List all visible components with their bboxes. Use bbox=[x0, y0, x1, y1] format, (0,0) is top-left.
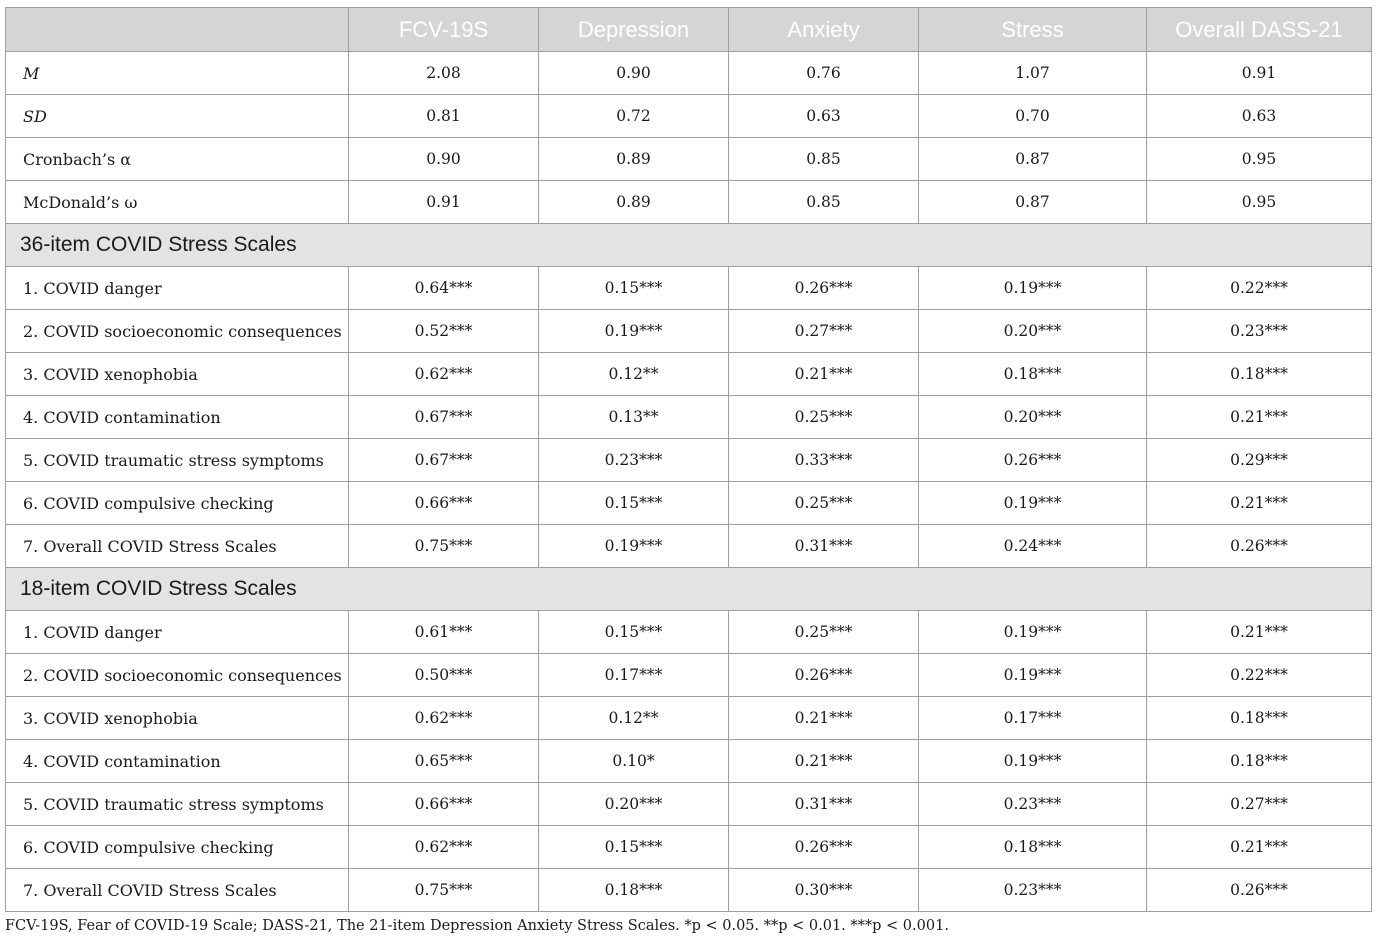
header-cell-anxiety: Anxiety bbox=[729, 8, 919, 52]
value-cell: 0.18*** bbox=[919, 353, 1147, 396]
table-row bbox=[6, 267, 1372, 310]
value-cell: 0.70 bbox=[919, 95, 1147, 138]
row-label: 3. COVID xenophobia bbox=[6, 697, 349, 740]
value-cell: 0.75*** bbox=[349, 869, 539, 912]
row-label: McDonald’s ω bbox=[6, 181, 349, 224]
value-cell: 0.19*** bbox=[919, 654, 1147, 697]
table-row bbox=[6, 783, 1372, 826]
value-cell: 0.21*** bbox=[729, 353, 919, 396]
value-cell: 0.62*** bbox=[349, 353, 539, 396]
value-cell: 0.20*** bbox=[919, 310, 1147, 353]
value-cell: 0.87 bbox=[919, 181, 1147, 224]
value-cell: 0.62*** bbox=[349, 826, 539, 869]
row-label: 5. COVID traumatic stress symptoms bbox=[6, 439, 349, 482]
value-cell: 0.29*** bbox=[1147, 439, 1372, 482]
table-row bbox=[6, 525, 1372, 568]
results-table-container bbox=[5, 7, 1371, 912]
value-cell: 0.27*** bbox=[1147, 783, 1372, 826]
row-label: 6. COVID compulsive checking bbox=[6, 826, 349, 869]
value-cell: 0.15*** bbox=[539, 611, 729, 654]
value-cell: 0.21*** bbox=[729, 697, 919, 740]
section-header-row bbox=[6, 568, 1372, 611]
table-row bbox=[6, 869, 1372, 912]
value-cell: 0.95 bbox=[1147, 181, 1372, 224]
section-title: 18-item COVID Stress Scales bbox=[6, 568, 1372, 611]
row-label: 6. COVID compulsive checking bbox=[6, 482, 349, 525]
header-cell-fcv19s: FCV-19S bbox=[349, 8, 539, 52]
value-cell: 0.20*** bbox=[539, 783, 729, 826]
value-cell: 0.30*** bbox=[729, 869, 919, 912]
value-cell: 0.91 bbox=[1147, 52, 1372, 95]
stats-row bbox=[6, 181, 1372, 224]
value-cell: 0.25*** bbox=[729, 611, 919, 654]
header-cell-depression: Depression bbox=[539, 8, 729, 52]
value-cell: 0.25*** bbox=[729, 396, 919, 439]
value-cell: 0.72 bbox=[539, 95, 729, 138]
value-cell: 0.26*** bbox=[1147, 869, 1372, 912]
header-row bbox=[6, 8, 1372, 52]
value-cell: 0.24*** bbox=[919, 525, 1147, 568]
value-cell: 0.26*** bbox=[729, 654, 919, 697]
value-cell: 0.85 bbox=[729, 181, 919, 224]
value-cell: 0.75*** bbox=[349, 525, 539, 568]
value-cell: 0.63 bbox=[1147, 95, 1372, 138]
value-cell: 0.50*** bbox=[349, 654, 539, 697]
value-cell: 0.23*** bbox=[1147, 310, 1372, 353]
value-cell: 0.21*** bbox=[729, 740, 919, 783]
stats-row bbox=[6, 52, 1372, 95]
value-cell: 0.62*** bbox=[349, 697, 539, 740]
value-cell: 0.17*** bbox=[539, 654, 729, 697]
value-cell: 0.18*** bbox=[919, 826, 1147, 869]
value-cell: 0.33*** bbox=[729, 439, 919, 482]
value-cell: 0.12** bbox=[539, 353, 729, 396]
stats-row bbox=[6, 95, 1372, 138]
value-cell: 0.76 bbox=[729, 52, 919, 95]
value-cell: 2.08 bbox=[349, 52, 539, 95]
value-cell: 0.66*** bbox=[349, 783, 539, 826]
table-row bbox=[6, 826, 1372, 869]
value-cell: 0.65*** bbox=[349, 740, 539, 783]
value-cell: 0.19*** bbox=[919, 611, 1147, 654]
value-cell: 0.19*** bbox=[539, 310, 729, 353]
row-label: 4. COVID contamination bbox=[6, 740, 349, 783]
header-cell-overall-dass21: Overall DASS-21 bbox=[1147, 8, 1372, 52]
value-cell: 1.07 bbox=[919, 52, 1147, 95]
value-cell: 0.63 bbox=[729, 95, 919, 138]
table-row bbox=[6, 310, 1372, 353]
table-row bbox=[6, 740, 1372, 783]
row-label: SD bbox=[6, 95, 349, 138]
table-body bbox=[6, 52, 1372, 912]
table-row bbox=[6, 439, 1372, 482]
value-cell: 0.15*** bbox=[539, 482, 729, 525]
value-cell: 0.13** bbox=[539, 396, 729, 439]
table-row bbox=[6, 482, 1372, 525]
value-cell: 0.25*** bbox=[729, 482, 919, 525]
value-cell: 0.22*** bbox=[1147, 654, 1372, 697]
value-cell: 0.67*** bbox=[349, 439, 539, 482]
row-label: 5. COVID traumatic stress symptoms bbox=[6, 783, 349, 826]
value-cell: 0.87 bbox=[919, 138, 1147, 181]
value-cell: 0.26*** bbox=[919, 439, 1147, 482]
value-cell: 0.95 bbox=[1147, 138, 1372, 181]
header-cell-label bbox=[6, 8, 349, 52]
value-cell: 0.67*** bbox=[349, 396, 539, 439]
value-cell: 0.22*** bbox=[1147, 267, 1372, 310]
value-cell: 0.61*** bbox=[349, 611, 539, 654]
table-header bbox=[6, 8, 1372, 52]
value-cell: 0.89 bbox=[539, 138, 729, 181]
value-cell: 0.90 bbox=[349, 138, 539, 181]
value-cell: 0.26*** bbox=[729, 826, 919, 869]
value-cell: 0.89 bbox=[539, 181, 729, 224]
value-cell: 0.19*** bbox=[919, 482, 1147, 525]
value-cell: 0.19*** bbox=[539, 525, 729, 568]
table-row bbox=[6, 654, 1372, 697]
value-cell: 0.52*** bbox=[349, 310, 539, 353]
row-label: 1. COVID danger bbox=[6, 611, 349, 654]
value-cell: 0.15*** bbox=[539, 826, 729, 869]
row-label: 2. COVID socioeconomic consequences bbox=[6, 310, 349, 353]
section-title: 36-item COVID Stress Scales bbox=[6, 224, 1372, 267]
row-label: 3. COVID xenophobia bbox=[6, 353, 349, 396]
row-label: 1. COVID danger bbox=[6, 267, 349, 310]
value-cell: 0.21*** bbox=[1147, 396, 1372, 439]
row-label: 7. Overall COVID Stress Scales bbox=[6, 869, 349, 912]
value-cell: 0.10* bbox=[539, 740, 729, 783]
value-cell: 0.21*** bbox=[1147, 826, 1372, 869]
value-cell: 0.21*** bbox=[1147, 482, 1372, 525]
value-cell: 0.23*** bbox=[539, 439, 729, 482]
value-cell: 0.26*** bbox=[729, 267, 919, 310]
row-label: 4. COVID contamination bbox=[6, 396, 349, 439]
table-row bbox=[6, 353, 1372, 396]
value-cell: 0.12** bbox=[539, 697, 729, 740]
correlation-table bbox=[5, 7, 1372, 912]
row-label: Cronbach’s α bbox=[6, 138, 349, 181]
value-cell: 0.19*** bbox=[919, 740, 1147, 783]
value-cell: 0.23*** bbox=[919, 869, 1147, 912]
value-cell: 0.23*** bbox=[919, 783, 1147, 826]
row-label: 2. COVID socioeconomic consequences bbox=[6, 654, 349, 697]
table-row bbox=[6, 697, 1372, 740]
value-cell: 0.18*** bbox=[539, 869, 729, 912]
value-cell: 0.18*** bbox=[1147, 353, 1372, 396]
value-cell: 0.66*** bbox=[349, 482, 539, 525]
value-cell: 0.27*** bbox=[729, 310, 919, 353]
value-cell: 0.18*** bbox=[1147, 740, 1372, 783]
stats-row bbox=[6, 138, 1372, 181]
section-header-row bbox=[6, 224, 1372, 267]
value-cell: 0.31*** bbox=[729, 783, 919, 826]
value-cell: 0.26*** bbox=[1147, 525, 1372, 568]
value-cell: 0.15*** bbox=[539, 267, 729, 310]
table-footnote: FCV-19S, Fear of COVID-19 Scale; DASS-21, The 21-item Depression Anxiety Stress Scales. *p < 0.05. **p < 0.01. ***p < 0.001. bbox=[5, 918, 949, 934]
value-cell: 0.17*** bbox=[919, 697, 1147, 740]
value-cell: 0.20*** bbox=[919, 396, 1147, 439]
value-cell: 0.21*** bbox=[1147, 611, 1372, 654]
value-cell: 0.85 bbox=[729, 138, 919, 181]
value-cell: 0.64*** bbox=[349, 267, 539, 310]
value-cell: 0.18*** bbox=[1147, 697, 1372, 740]
row-label: 7. Overall COVID Stress Scales bbox=[6, 525, 349, 568]
table-row bbox=[6, 611, 1372, 654]
value-cell: 0.31*** bbox=[729, 525, 919, 568]
value-cell: 0.19*** bbox=[919, 267, 1147, 310]
header-cell-stress: Stress bbox=[919, 8, 1147, 52]
table-row bbox=[6, 396, 1372, 439]
row-label: M bbox=[6, 52, 349, 95]
value-cell: 0.91 bbox=[349, 181, 539, 224]
value-cell: 0.81 bbox=[349, 95, 539, 138]
value-cell: 0.90 bbox=[539, 52, 729, 95]
